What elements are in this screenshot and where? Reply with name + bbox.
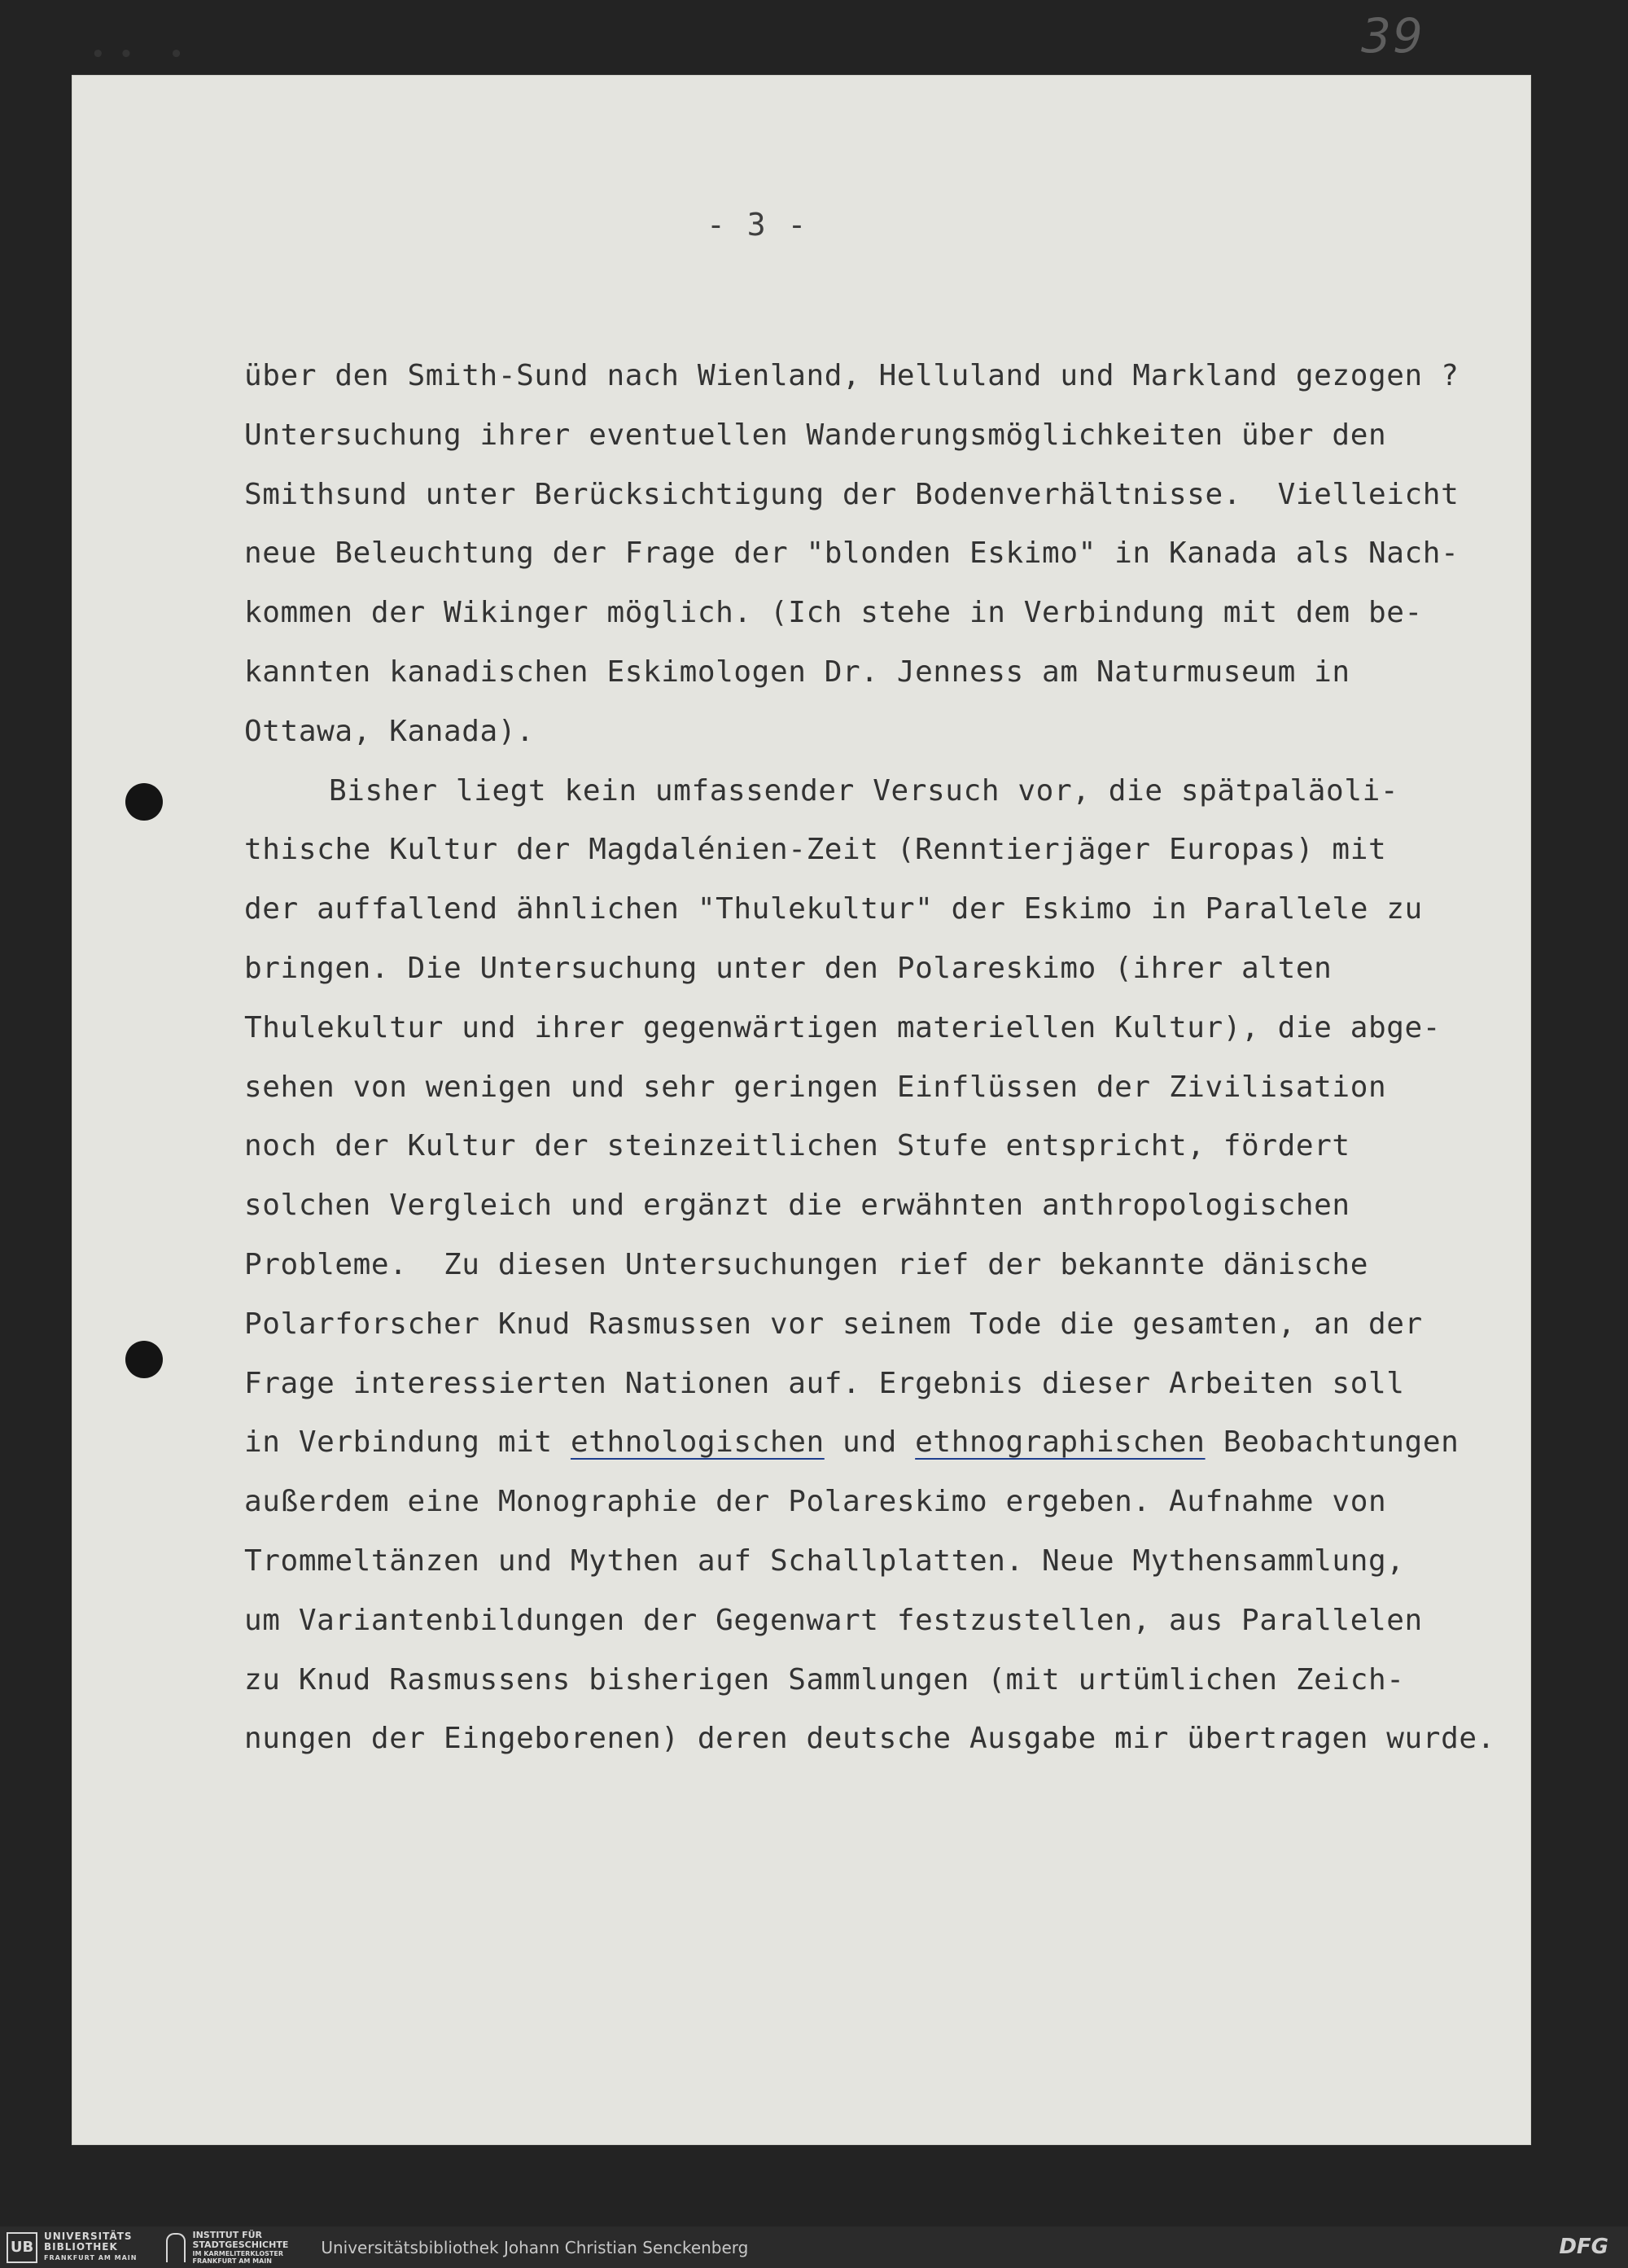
dfg-logo: DFG [1559,2235,1608,2259]
page-number: - 3 - [707,207,808,243]
text-segment: Beobachtungen [1205,1425,1460,1460]
text-line: außerdem eine Monographie der Polareskimo ergeben. Aufnahme von [244,1485,1387,1519]
text-line: Smithsund unter Berücksichtigung der Bodenverhältnisse. Vielleicht [244,477,1460,511]
corner-marks: •• • [91,42,198,67]
paragraph-start-line: Bisher liegt kein umfassender Versuch vor, die spätpaläoli- [329,773,1399,808]
isg-text-line: IM KARMELITERKLOSTER [192,2249,283,2257]
ub-logo-text [44,2231,137,2263]
text-line: Polarforscher Knud Rasmussen vor seinem Tode die gesamten, an der [244,1307,1423,1341]
text-line: kannten kanadischen Eskimologen Dr. Jenness am Naturmuseum in [244,655,1350,689]
text-line: noch der Kultur der steinzeitlichen Stufe entspricht, fördert [244,1129,1350,1163]
archway-icon [166,2233,186,2262]
text-segment: und [824,1425,916,1460]
punch-hole-lower [125,1341,163,1378]
library-title: Universitätsbibliothek Johann Christian Senckenberg [321,2237,749,2257]
text-line: kommen der Wikinger möglich. (Ich stehe in Verbindung mit dem be- [244,596,1423,630]
text-line: nungen der Eingeborenen) deren deutsche Ausgabe mir übertragen wurde. [244,1722,1495,1756]
viewer-footer [0,2226,1628,2268]
text-line: Thulekultur und ihrer gegenwärtigen materiellen Kultur), die abge- [244,1010,1442,1044]
ub-text-line: FRANKFURT AM MAIN [44,2254,138,2261]
text-line: Ottawa, Kanada). [244,714,535,748]
text-line: um Variantenbildungen der Gegenwart festzustellen, aus Parallelen [244,1603,1423,1637]
text-line: Trommeltänzen und Mythen auf Schallplatten. Neue Mythensammlung, [244,1543,1405,1578]
isg-text-line: INSTITUT FÜR [192,2229,262,2240]
text-line: thische Kultur der Magdalénien-Zeit (Renntierjäger Europas) mit [244,833,1387,867]
text-line: zu Knud Rasmussens bisherigen Sammlungen (mit urtümlichen Zeich- [244,1662,1405,1697]
punch-hole-upper [125,783,163,821]
text-line: Probleme. Zu diesen Untersuchungen rief der bekannte dänische [244,1247,1368,1281]
ub-logo: UB [7,2232,37,2263]
ub-text-line: UNIVERSITÄTS [44,2231,133,2242]
isg-text-line: FRANKFURT AM MAIN [192,2257,272,2265]
text-line: Untersuchung ihrer eventuellen Wanderungsmöglichkeiten über den [244,418,1387,452]
text-line: neue Beleuchtung der Frage der "blonden Eskimo" in Kanada als Nach- [244,536,1460,571]
text-line: der auffallend ähnlichen "Thulekultur" der Eskimo in Parallele zu [244,892,1423,926]
text-line: bringen. Die Untersuchung unter den Polareskimo (ihrer alten [244,951,1333,985]
underlined-term: ethnologischen [570,1425,825,1460]
text-line: über den Smith-Sund nach Wienland, Helluland und Markland gezogen ? [244,359,1460,392]
underlined-term: ethnographischen [915,1425,1206,1460]
ub-text-line: BIBLIOTHEK [44,2241,118,2253]
text-line: solchen Vergleich und ergänzt die erwähnten anthropologischen [244,1189,1350,1223]
text-line-underlined-terms [244,1413,1530,1473]
typewritten-body [244,347,1530,1769]
text-segment: in Verbindung mit [244,1425,571,1460]
text-line: sehen von wenigen und sehr geringen Einflüssen der Zivilisation [244,1070,1387,1104]
institute-logo-text [192,2231,288,2265]
text-line: Frage interessierten Nationen auf. Ergebnis dieser Arbeiten soll [244,1366,1405,1400]
isg-text-line: STADTGESCHICHTE [192,2239,289,2250]
folio-number: 39 [1361,8,1424,63]
